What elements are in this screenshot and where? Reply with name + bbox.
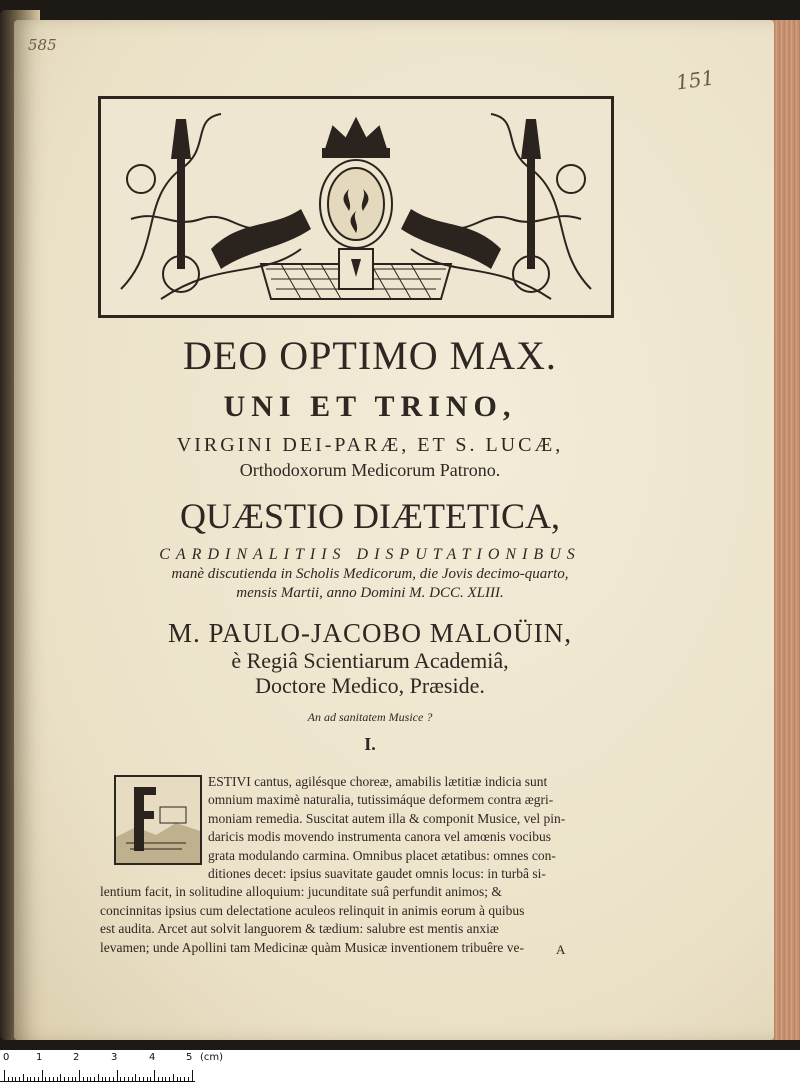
ruler-tick <box>60 1074 61 1082</box>
ruler-tick <box>113 1077 114 1082</box>
ruler-tick <box>30 1077 31 1082</box>
signature-mark: A <box>556 942 566 957</box>
ruler-tick <box>8 1077 9 1082</box>
thesis-question: An ad sanitatem Musice ? <box>307 710 433 724</box>
ruler-tick <box>162 1077 163 1082</box>
ruler-tick <box>94 1077 95 1082</box>
praeses-title: Doctore Medico, Præside. <box>255 673 485 698</box>
dedication-line-4: Orthodoxorum Medicorum Patrono. <box>239 460 501 480</box>
ruler-tick <box>53 1077 54 1082</box>
ruler-tick <box>68 1077 69 1082</box>
shelfmark-annotation: 151 <box>674 65 716 95</box>
body-line: ESTIVI cantus, agilésque choreæ, amabilis lætitiæ indicia sunt <box>208 774 548 789</box>
folio-annotation: 585 <box>28 36 57 54</box>
praeses-academy: è Regiâ Scientiarum Academiâ, <box>231 648 509 673</box>
section-number: I. <box>364 734 376 754</box>
ruler-tick <box>45 1077 46 1082</box>
ruler-label: 4 <box>149 1052 156 1063</box>
dedication-line-2: UNI ET TRINO, <box>223 390 517 423</box>
disputation-date-line-2: mensis Martii, anno Domini M. DCC. XLIII. <box>236 585 504 601</box>
ruler-tick <box>117 1070 118 1082</box>
ruler-tick <box>128 1077 129 1082</box>
ruler-tick <box>169 1077 170 1082</box>
ruler-tick <box>109 1077 110 1082</box>
ruler-tick <box>173 1074 174 1082</box>
body-paragraph <box>100 773 640 957</box>
body-line: lentium facit, in solitudine alloquium: jucunditate suâ perfundit animos; & <box>100 884 502 900</box>
ruler-label: 3 <box>111 1052 118 1063</box>
ruler-tick <box>105 1077 106 1082</box>
ruler-tick <box>15 1077 16 1082</box>
ruler-tick <box>184 1077 185 1082</box>
body-line: est audita. Arcet aut solvit languorem & tædium: salubre est mentis anxiæ <box>100 921 499 937</box>
ruler-tick <box>75 1077 76 1082</box>
ruler-tick <box>83 1077 84 1082</box>
royal-arms-woodcut <box>101 99 611 315</box>
ornamental-headpiece <box>98 96 614 318</box>
body-line: daricis modis movendo instrumenta canora vel amœnis vocibus <box>208 829 552 845</box>
body-line: grata modulando carmina. Omnibus placet ætatibus: omnes con- <box>208 847 556 863</box>
body-line: ditiones decet: ipsius suavitate gaudet omnis locus: in turbâ si- <box>208 866 546 882</box>
ruler-tick <box>34 1077 35 1082</box>
ruler-tick <box>90 1077 91 1082</box>
ruler-tick <box>147 1077 148 1082</box>
ruler-tick <box>150 1077 151 1082</box>
ruler-tick <box>188 1077 189 1082</box>
ruler-tick <box>27 1077 28 1082</box>
disputation-date-line-1: manè discutienda in Scholis Medicorum, die Jovis decimo-quarto, <box>171 566 569 582</box>
ruler-tick <box>12 1077 13 1082</box>
ruler-tick <box>192 1070 193 1082</box>
dedication-line-1: DEO OPTIMO MAX. <box>183 333 557 378</box>
ruler-label: 5 <box>186 1052 193 1063</box>
body-line: omnium maximè naturalia, tutissimáque deformem contra ægri- <box>208 792 554 808</box>
ruler-tick <box>72 1077 73 1082</box>
ruler-tick <box>177 1077 178 1082</box>
scale-ruler <box>0 1050 800 1086</box>
ruler-tick <box>158 1077 159 1082</box>
ruler-tick <box>49 1077 50 1082</box>
praeses-name: M. PAULO-JACOBO MALOÜIN, <box>167 618 573 648</box>
body-line: concinnitas ipsius cum delectatione aculeos relinquit in animis eorum à quibus <box>100 902 525 918</box>
ruler-tick <box>180 1077 181 1082</box>
ruler-tick <box>57 1077 58 1082</box>
ruler-tick <box>102 1077 103 1082</box>
dedication-line-3: VIRGINI DEI-PARÆ, ET S. LUCÆ, <box>176 434 564 456</box>
disputation-heading: CARDINALITIIS DISPUTATIONIBUS <box>159 546 581 563</box>
ruler-tick <box>64 1077 65 1082</box>
body-line: moniam remedia. Suscitat autem illa & componit Musice, vel pin- <box>208 810 566 826</box>
ruler-label: 2 <box>73 1052 80 1063</box>
ruler-tick <box>120 1077 121 1082</box>
ruler-tick <box>79 1070 80 1082</box>
ruler-tick <box>4 1070 5 1082</box>
ruler-label: 0 <box>3 1052 10 1063</box>
ruler-tick <box>19 1077 20 1082</box>
ruler-tick <box>42 1070 43 1082</box>
ruler-tick <box>135 1074 136 1082</box>
ruler-label: 1 <box>36 1052 43 1063</box>
ruler-tick <box>124 1077 125 1082</box>
ruler-tick <box>132 1077 133 1082</box>
body-line: levamen; unde Apollini tam Medicinæ quàm Musicæ inventionem tribuêre ve- <box>100 939 525 955</box>
ruler-tick <box>165 1077 166 1082</box>
thesis-title: QUÆSTIO DIÆTETICA, <box>180 496 560 536</box>
ruler-tick <box>23 1074 24 1082</box>
ruler-tick <box>87 1077 88 1082</box>
ruler-tick <box>38 1077 39 1082</box>
ruler-tick <box>154 1070 155 1082</box>
ruler-tick <box>139 1077 140 1082</box>
ruler-tick <box>143 1077 144 1082</box>
ruler-tick <box>98 1074 99 1082</box>
ruler-unit-label: (cm) <box>200 1052 224 1063</box>
